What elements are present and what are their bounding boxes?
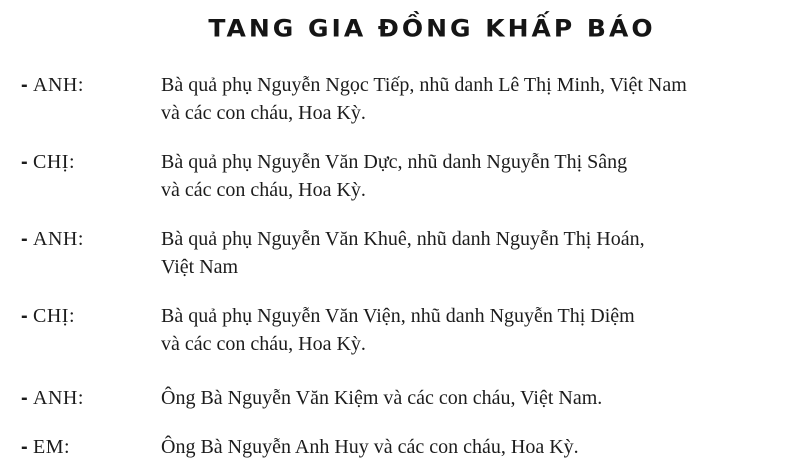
entry-text [161,148,800,204]
relation-label: ANH: [33,74,84,96]
entry-line: Bà quả phụ Nguyễn Ngọc Tiếp, nhũ danh Lê Thị Minh, Việt Nam [161,74,687,96]
list-item [0,71,800,127]
entry-text [161,302,800,358]
dash-bullet: - [21,151,28,173]
relatives-list [0,71,800,461]
entry-text [161,433,800,461]
entry-line: Ông Bà Nguyễn Văn Kiệm và các con cháu, Việt Nam. [161,387,603,409]
dash-bullet: - [21,387,28,409]
entry-line: Bà quả phụ Nguyễn Văn Dực, nhũ danh Nguyễn Thị Sâng [161,151,628,173]
list-item [0,433,800,461]
entry-text [161,384,800,412]
entry-line: Việt Nam [161,256,239,278]
entry-line: và các con cháu, Hoa Kỳ. [161,333,366,355]
list-item [0,302,800,358]
dash-bullet: - [21,74,28,96]
entry-text [161,225,800,281]
entry-line: và các con cháu, Hoa Kỳ. [161,179,366,201]
page-title: TANG GIA ĐỒNG KHẤP BÁO [208,14,656,43]
entry-line: và các con cháu, Hoa Kỳ. [161,102,366,124]
dash-bullet: - [21,305,28,327]
entry-text [161,71,800,127]
relation-label: ANH: [33,228,84,250]
dash-bullet: - [21,436,28,458]
entry-line: Bà quả phụ Nguyễn Văn Khuê, nhũ danh Nguyễn Thị Hoán, [161,228,645,250]
relation-label: EM: [33,436,71,458]
relation-label: ANH: [33,387,84,409]
list-item [0,225,800,281]
entry-line: Ông Bà Nguyễn Anh Huy và các con cháu, Hoa Kỳ. [161,436,579,458]
list-item [0,148,800,204]
relation-label: CHỊ: [33,305,75,327]
dash-bullet: - [21,228,28,250]
list-item [0,384,800,412]
relation-label: CHỊ: [33,151,75,173]
entry-line: Bà quả phụ Nguyễn Văn Viện, nhũ danh Nguyễn Thị Diệm [161,305,635,327]
